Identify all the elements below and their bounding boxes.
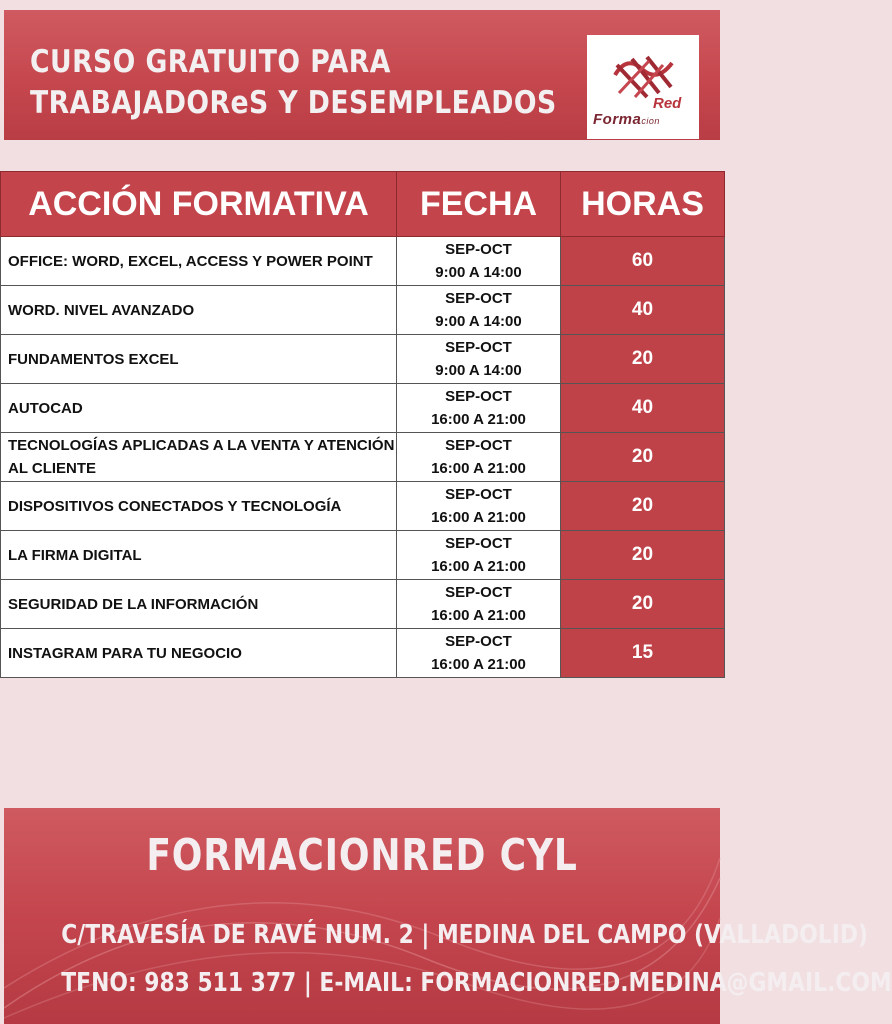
course-name: INSTAGRAM PARA TU NEGOCIO: [1, 629, 397, 678]
course-date: [397, 482, 561, 531]
course-period: SEP-OCT: [445, 339, 512, 356]
course-date: [397, 629, 561, 678]
banner-title-line2: TRABAJADOReS Y DESEMPLEADOS: [30, 85, 557, 121]
course-hours: 20: [561, 531, 725, 580]
course-name: AUTOCAD: [1, 384, 397, 433]
banner-title-line1: CURSO GRATUITO PARA: [30, 44, 391, 80]
table-row: [1, 580, 725, 629]
courses-table: [0, 171, 725, 678]
course-rows: [1, 237, 725, 678]
course-period: SEP-OCT: [445, 633, 512, 650]
course-hours: 40: [561, 384, 725, 433]
bottom-banner: [4, 808, 892, 1024]
course-period: SEP-OCT: [445, 241, 512, 258]
table-row: [1, 286, 725, 335]
course-time: 9:00 A 14:00: [435, 264, 522, 281]
logo-text-forma: [593, 111, 660, 128]
course-period: SEP-OCT: [445, 437, 512, 454]
course-period: SEP-OCT: [445, 584, 512, 601]
course-name: TECNOLOGÍAS APLICADAS A LA VENTA Y ATENCIÓN AL CLIENTE: [1, 433, 397, 482]
formacionred-logo: [587, 35, 699, 139]
course-name: OFFICE: WORD, EXCEL, ACCESS Y POWER POINT: [1, 237, 397, 286]
course-date: [397, 580, 561, 629]
course-date: [397, 237, 561, 286]
course-hours: 20: [561, 335, 725, 384]
company-address: C/TRAVESÍA DE RAVÉ NUM. 2 | MEDINA DEL CAMPO (VALLADOLID): [61, 920, 868, 950]
table-row: [1, 384, 725, 433]
course-time: 16:00 A 21:00: [431, 411, 526, 428]
course-period: SEP-OCT: [445, 535, 512, 552]
course-hours: 15: [561, 629, 725, 678]
course-hours: 40: [561, 286, 725, 335]
logo-text-forma-main: Forma: [593, 111, 642, 128]
course-hours: 60: [561, 237, 725, 286]
course-name: SEGURIDAD DE LA INFORMACIÓN: [1, 580, 397, 629]
course-time: 16:00 A 21:00: [431, 656, 526, 673]
course-time: 9:00 A 14:00: [435, 313, 522, 330]
table-row: [1, 433, 725, 482]
course-period: SEP-OCT: [445, 290, 512, 307]
course-time: 16:00 A 21:00: [431, 509, 526, 526]
table-header-row: [1, 172, 725, 237]
table-row: [1, 335, 725, 384]
header-horas: HORAS: [561, 172, 725, 237]
table-row: [1, 531, 725, 580]
course-name: LA FIRMA DIGITAL: [1, 531, 397, 580]
course-date: [397, 335, 561, 384]
course-date: [397, 384, 561, 433]
course-period: SEP-OCT: [445, 486, 512, 503]
course-time: 9:00 A 14:00: [435, 362, 522, 379]
table-row: [1, 237, 725, 286]
course-date: [397, 433, 561, 482]
course-name: DISPOSITIVOS CONECTADOS Y TECNOLOGÍA: [1, 482, 397, 531]
logo-text-red: Red: [653, 95, 682, 112]
course-time: 16:00 A 21:00: [431, 607, 526, 624]
course-hours: 20: [561, 482, 725, 531]
course-name: WORD. NIVEL AVANZADO: [1, 286, 397, 335]
table-row: [1, 482, 725, 531]
course-period: SEP-OCT: [445, 388, 512, 405]
logo-text-cion: cion: [641, 116, 660, 126]
top-banner: [4, 10, 720, 140]
header-accion-formativa: ACCIÓN FORMATIVA: [1, 172, 397, 237]
banner-title: [30, 42, 557, 124]
company-contact: TFNO: 983 511 377 | E-MAIL: FORMACIONRED.MEDINA@GMAIL.COM: [61, 968, 892, 998]
course-name: FUNDAMENTOS EXCEL: [1, 335, 397, 384]
course-date: [397, 286, 561, 335]
course-hours: 20: [561, 433, 725, 482]
course-time: 16:00 A 21:00: [431, 460, 526, 477]
course-date: [397, 531, 561, 580]
table-row: [1, 629, 725, 678]
course-time: 16:00 A 21:00: [431, 558, 526, 575]
course-hours: 20: [561, 580, 725, 629]
company-name: FORMACIONRED CYL: [146, 830, 578, 881]
header-fecha: FECHA: [397, 172, 561, 237]
